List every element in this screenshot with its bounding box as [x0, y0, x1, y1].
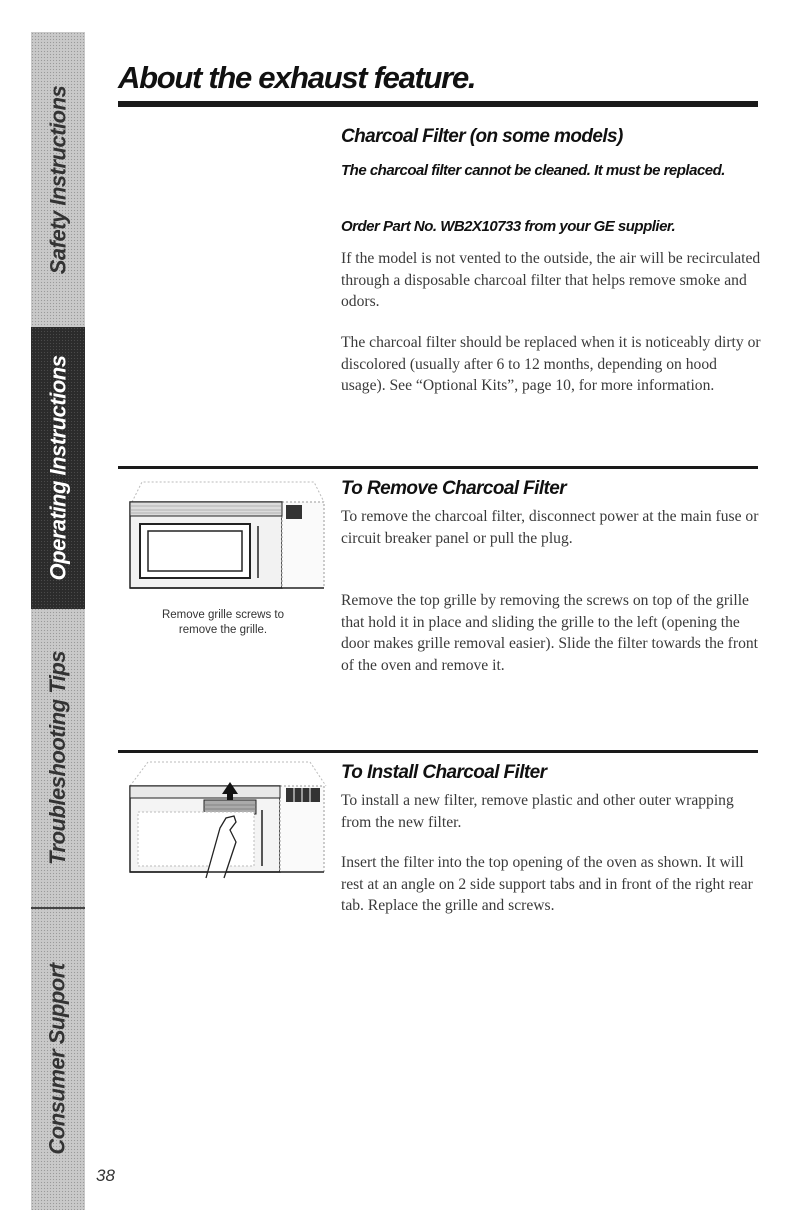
- title-rule: [118, 101, 758, 107]
- install-filter-heading: To Install Charcoal Filter: [341, 762, 547, 783]
- charcoal-filter-heading: Charcoal Filter (on some models): [341, 126, 623, 147]
- replacement-paragraph: The charcoal filter should be replaced when it is noticeably dirty or discolored (usually after 6 to 12 months, depending on hood usage). See “Optional Kits”, page 10, for more information.: [341, 334, 761, 395]
- oven-door: [138, 812, 254, 866]
- order-part-number: Order Part No. WB2X10733 from your GE supplier.: [341, 218, 676, 235]
- top-opening: [130, 786, 280, 798]
- tab-safety-instructions[interactable]: [31, 32, 85, 327]
- vent-louvers: [286, 788, 320, 802]
- side-tab-strip: [31, 32, 85, 1210]
- section-rule: [118, 750, 758, 753]
- install-unwrap-paragraph: To install a new filter, remove plastic and other outer wrapping from the new filter.: [341, 792, 734, 831]
- tab-operating-instructions[interactable]: [31, 327, 85, 609]
- remove-power-paragraph: To remove the charcoal filter, disconnect power at the main fuse or circuit breaker panel or pull the plug.: [341, 508, 759, 547]
- tab-consumer-support[interactable]: [31, 909, 85, 1209]
- section-rule: [118, 466, 758, 469]
- grille-removal-illustration: [118, 478, 328, 596]
- recirculation-paragraph: If the model is not vented to the outside, the air will be recirculated through a disposable charcoal filter that helps remove smoke and odors.: [341, 250, 761, 311]
- tab-label: Consumer Support: [45, 963, 71, 1155]
- remove-filter-heading: To Remove Charcoal Filter: [341, 478, 567, 499]
- tab-label: Safety Instructions: [45, 85, 71, 274]
- grille-vent-block: [286, 505, 302, 519]
- filter-install-illustration: [118, 758, 328, 880]
- top-grille: [130, 502, 282, 516]
- page-number: 38: [96, 1166, 115, 1185]
- tab-troubleshooting-tips[interactable]: [31, 609, 85, 907]
- install-insert-paragraph: Insert the filter into the top opening of the oven as shown. It will rest at an angle on 2 side support tabs and in front of the right rear tab. Replace the grille and screws.: [341, 854, 753, 915]
- remove-grille-paragraph: Remove the top grille by removing the screws on top of the grille that hold it in place and sliding the grille to the left (opening the door makes grille removal easier). Slide the filter towards the front of the oven and remove it.: [341, 592, 758, 674]
- tab-label: Troubleshooting Tips: [45, 650, 71, 866]
- charcoal-filter-warning: The charcoal filter cannot be cleaned. It must be replaced.: [341, 162, 725, 179]
- tab-label: Operating Instructions: [45, 355, 71, 581]
- oven-top-outline: [132, 482, 324, 502]
- door-window: [148, 531, 242, 571]
- page-title: About the exhaust feature.: [118, 60, 476, 95]
- oven-top-outline: [130, 762, 326, 786]
- grille-removal-caption: Remove grille screws to remove the grille.: [161, 609, 285, 636]
